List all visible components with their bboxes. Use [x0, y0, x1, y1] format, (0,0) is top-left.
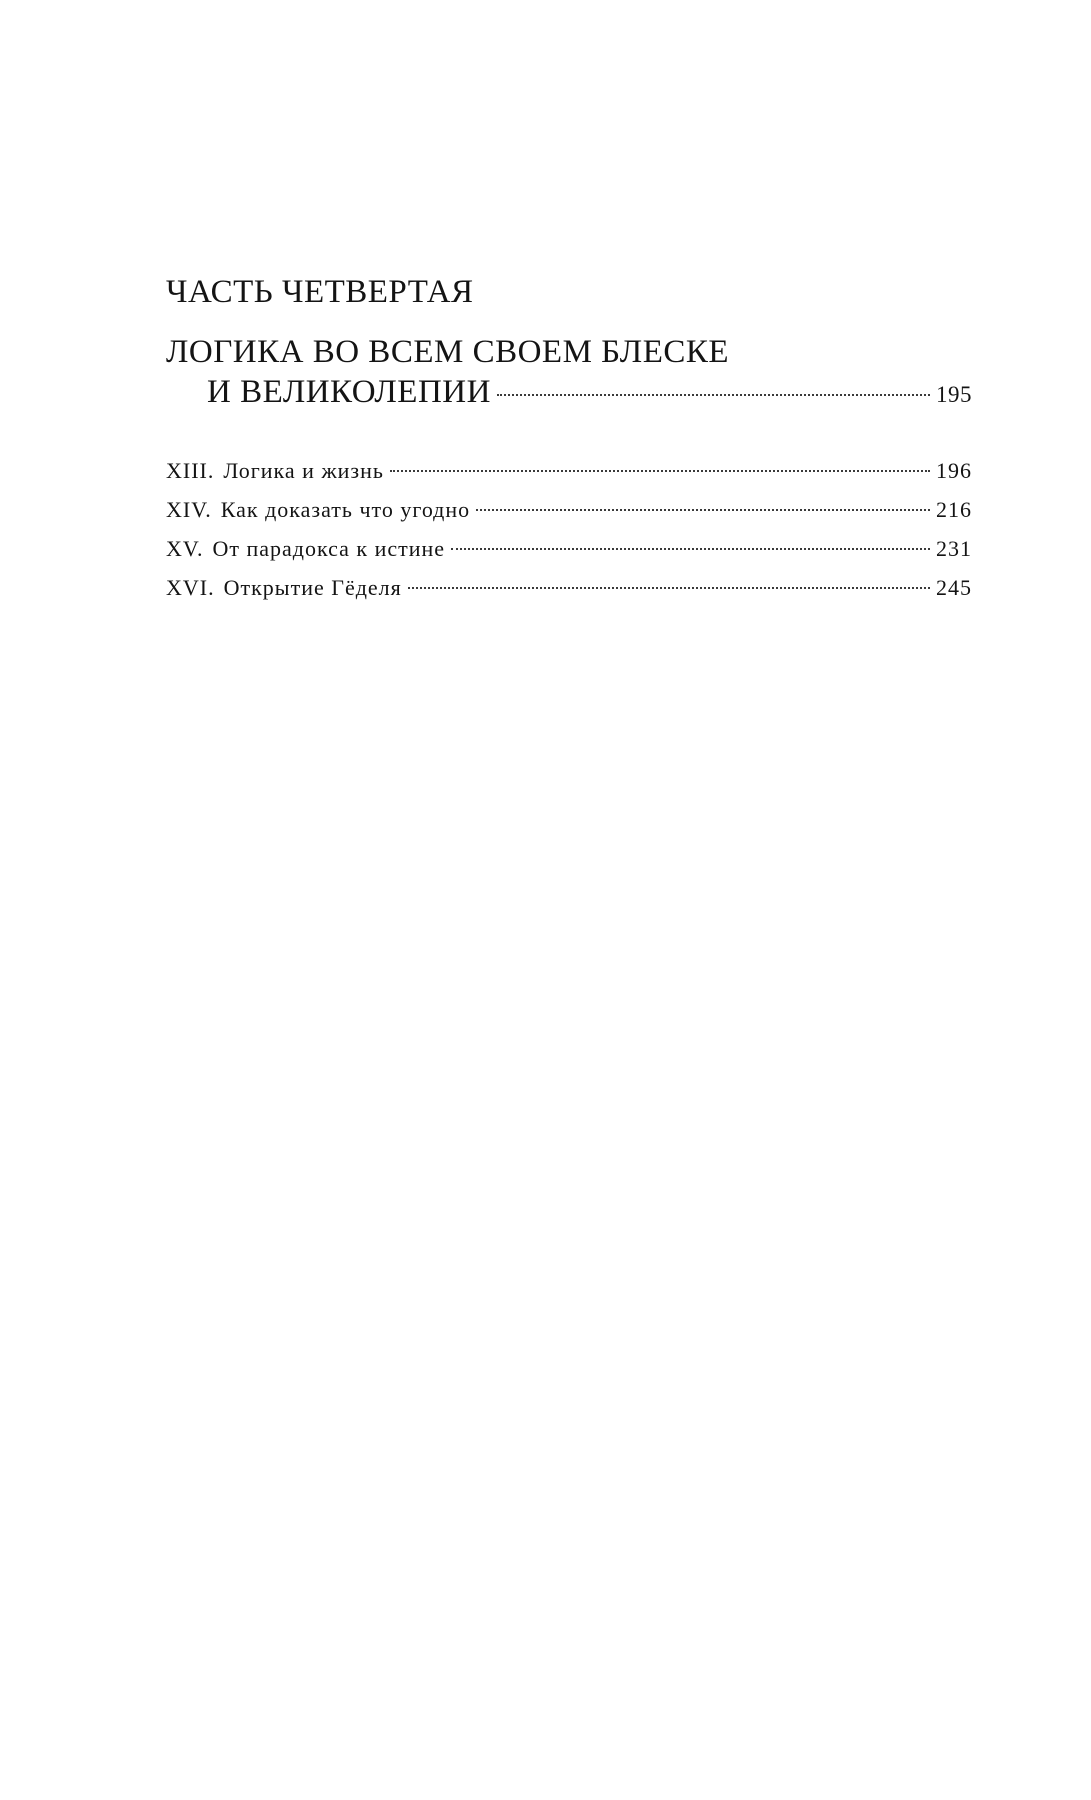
table-of-contents [166, 270, 972, 607]
dot-leader [451, 548, 930, 550]
part-title-line-1: ЛОГИКА ВО ВСЕМ СВОЕМ БЛЕСКЕ [166, 334, 730, 370]
dot-leader [497, 394, 930, 396]
chapter-page-number: 245 [936, 575, 972, 600]
chapter-entry-xiv [166, 490, 972, 529]
chapter-number: XIII. [166, 458, 215, 483]
chapter-number: XV. [166, 536, 204, 561]
chapter-entry-xvi [166, 568, 972, 607]
part-title [166, 332, 972, 415]
chapter-title: Открытие Гёделя [223, 575, 402, 600]
chapter-entry-xiii [166, 451, 972, 490]
chapter-page-number: 196 [936, 458, 972, 483]
chapter-title: Логика и жизнь [223, 458, 384, 483]
chapter-list [166, 451, 972, 607]
dot-leader [408, 587, 930, 589]
dot-leader [390, 470, 930, 472]
part-title-line-2-row [166, 372, 972, 415]
chapter-number: XIV. [166, 497, 212, 522]
chapter-page-number: 216 [936, 497, 972, 522]
dot-leader [476, 509, 930, 511]
chapter-number: XVI. [166, 575, 215, 600]
chapter-title: Как доказать что угодно [220, 497, 471, 522]
chapter-entry-xv [166, 529, 972, 568]
chapter-page-number: 231 [936, 536, 972, 561]
part-label: ЧАСТЬ ЧЕТВЕРТАЯ [166, 274, 474, 310]
part-page-number: 195 [936, 382, 972, 407]
part-title-line-2: И ВЕЛИКОЛЕПИИ [207, 374, 491, 410]
chapter-title: От парадокса к истине [212, 536, 446, 561]
